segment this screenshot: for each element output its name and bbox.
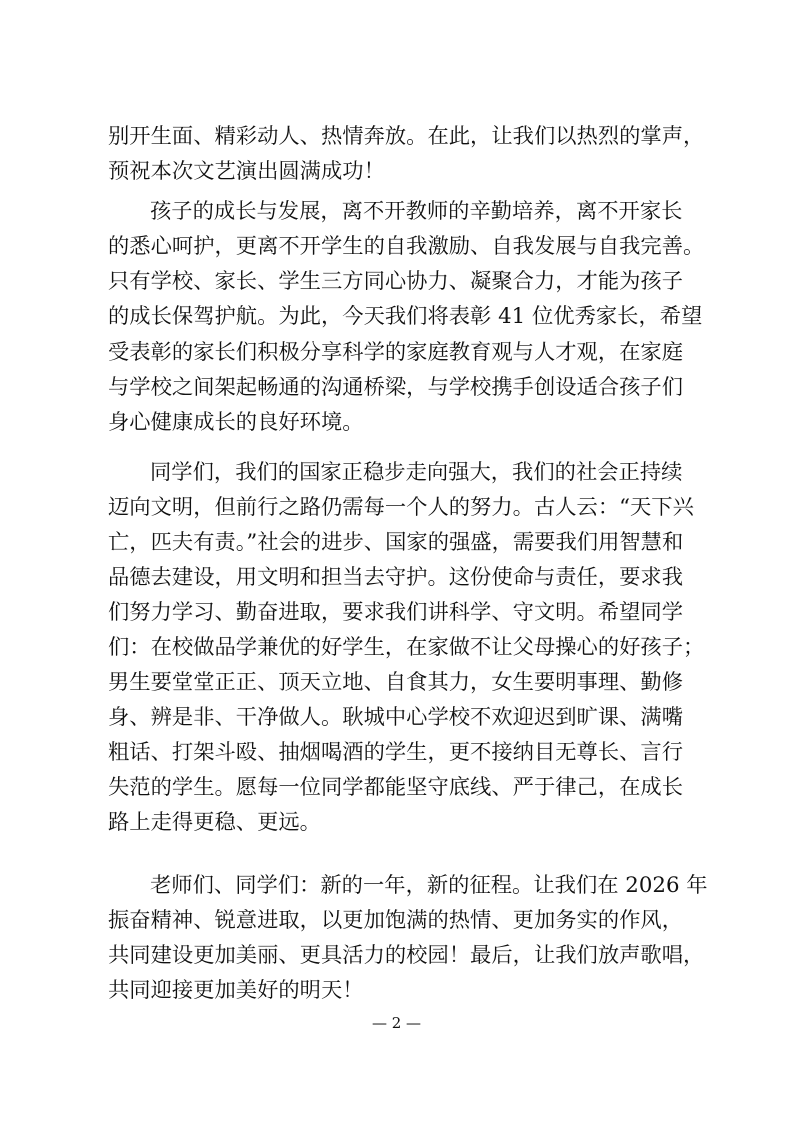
body-text-line: 男生要堂堂正正、顶天立地、自食其力，女生要明事理、勤修 <box>108 670 684 695</box>
body-text-line: 身心健康成长的良好环境。 <box>108 410 364 435</box>
body-text-line: 只有学校、家长、学生三方同心协力、凝聚合力，才能为孩子 <box>108 269 684 294</box>
body-text-line: 身、辨是非、干净做人。耿城中心学校不欢迎迟到旷课、满嘴 <box>108 705 684 730</box>
body-text-line: 受表彰的家长们积极分享科学的家庭教育观与人才观，在家庭 <box>108 340 684 365</box>
body-text-line: 预祝本次文艺演出圆满成功！ <box>108 159 385 184</box>
body-text-line: 共同迎接更加美好的明天！ <box>108 978 364 1003</box>
body-text-line: 振奋精神、锐意进取，以更加饱满的热情、更加务实的作风， <box>108 908 684 933</box>
body-text-line: 的悉心呵护，更离不开学生的自我激励、自我发展与自我完善。 <box>108 234 705 259</box>
body-text-line: 的成长保驾护航。为此，今天我们将表彰 41 位优秀家长，希望 <box>108 304 703 329</box>
body-text-line: 别开生面、精彩动人、热情奔放。在此，让我们以热烈的掌声， <box>108 124 705 149</box>
paragraph-start-line: 孩子的成长与发展，离不开教师的辛勤培养，离不开家长 <box>150 199 683 224</box>
body-text-line: 们努力学习、勤奋进取，要求我们讲科学、守文明。希望同学 <box>108 600 684 625</box>
body-text-line: 品德去建设，用文明和担当去守护。这份使命与责任，要求我 <box>108 565 684 590</box>
body-text-line: 们：在校做品学兼优的好学生，在家做不让父母操心的好孩子； <box>108 635 705 660</box>
body-text-line: 亡，匹夫有责。”社会的进步、国家的强盛，需要我们用智慧和 <box>108 530 684 555</box>
body-text-line: 共同建设更加美丽、更具活力的校园！最后，让我们放声歌唱， <box>108 943 705 968</box>
body-text-line: 粗话、打架斗殴、抽烟喝酒的学生，更不接纳目无尊长、言行 <box>108 740 684 765</box>
body-text-line: 路上走得更稳、更远。 <box>108 810 321 835</box>
paragraph-start-line: 同学们，我们的国家正稳步走向强大，我们的社会正持续 <box>150 460 683 485</box>
page-number: — 2 — <box>371 1014 422 1032</box>
body-text-line: 失范的学生。愿每一位同学都能坚守底线、严于律己，在成长 <box>108 775 684 800</box>
paragraph-start-line: 老师们、同学们：新的一年，新的征程。让我们在 2026 年 <box>150 873 708 898</box>
body-text-line: 与学校之间架起畅通的沟通桥梁，与学校携手创设适合孩子们 <box>108 375 684 400</box>
body-text-line: 迈向文明，但前行之路仍需每一个人的努力。古人云：“天下兴 <box>108 495 694 520</box>
